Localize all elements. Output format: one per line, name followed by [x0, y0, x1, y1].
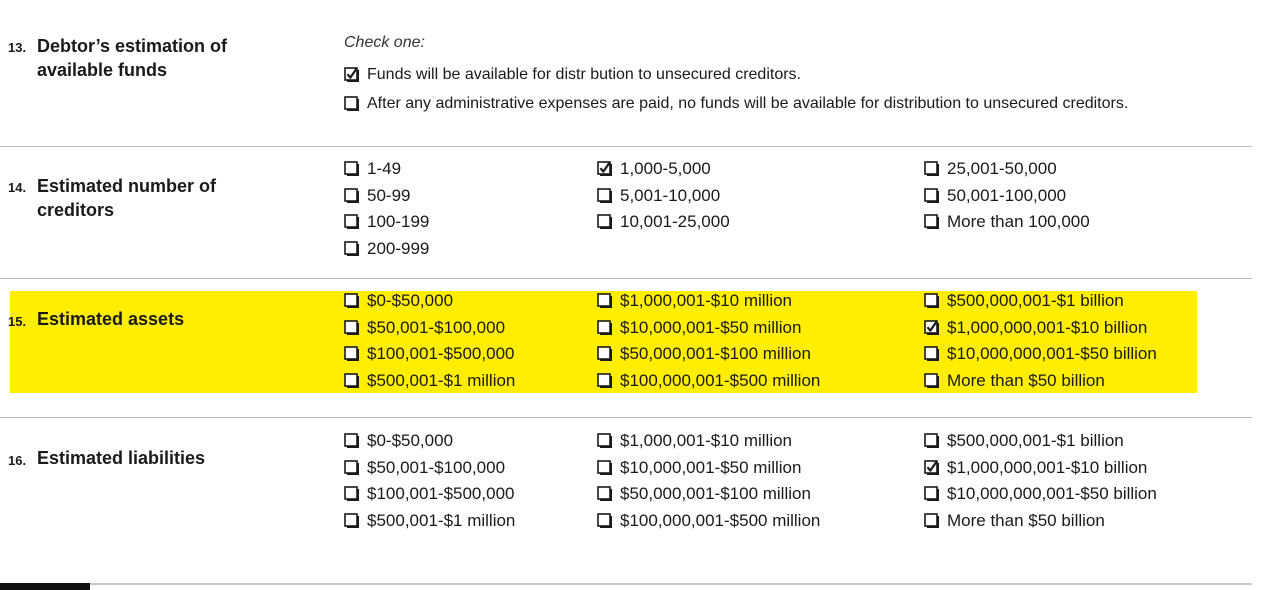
checkbox-icon — [597, 214, 613, 230]
checkbox-option[interactable] — [344, 288, 453, 314]
option-label: $50,000,001-$100 million — [620, 484, 811, 503]
section-title-line: Estimated assets — [37, 309, 185, 329]
option-label: After any administrative expenses are paid, no funds will be available for distribution to unsecured creditors. — [367, 95, 1129, 112]
section-title — [37, 34, 227, 82]
checkbox-icon — [924, 188, 940, 204]
checkbox-icon — [344, 293, 360, 309]
checkbox-icon — [344, 320, 360, 336]
checkbox-option[interactable] — [597, 183, 720, 209]
section-title-line: Debtor’s estimation of — [37, 36, 228, 56]
checkbox-icon — [924, 433, 940, 449]
checkbox-icon — [344, 486, 360, 502]
option-label: $100,001-$500,000 — [367, 344, 515, 363]
checkbox-option[interactable] — [344, 315, 505, 341]
checkbox-icon — [597, 460, 613, 476]
option-label: More than 100,000 — [947, 212, 1090, 231]
checkbox-icon — [344, 214, 360, 230]
checkbox-option[interactable] — [597, 209, 730, 235]
option-label: $10,000,001-$50 million — [620, 457, 802, 477]
option-label: $0-$50,000 — [367, 291, 454, 310]
checkbox-option[interactable] — [344, 481, 514, 507]
section-title-line: creditors — [37, 200, 115, 220]
option-label: 50,001-100,000 — [947, 185, 1067, 205]
checkbox-icon — [597, 320, 613, 336]
checkbox-option[interactable] — [924, 209, 1090, 235]
checkbox-option[interactable] — [924, 315, 1147, 341]
checkbox-option[interactable] — [344, 455, 505, 481]
checkbox-icon — [597, 293, 613, 309]
checkbox-icon — [924, 346, 940, 362]
checkbox-option[interactable] — [924, 368, 1105, 394]
section-divider — [0, 278, 1252, 279]
checkbox-option[interactable] — [344, 183, 410, 209]
checkbox-icon — [597, 486, 613, 502]
checkbox-option[interactable] — [597, 455, 801, 481]
checkbox-icon — [924, 320, 940, 336]
checkbox-icon — [924, 293, 940, 309]
checkbox-icon — [344, 67, 360, 83]
checkbox-icon — [597, 373, 613, 389]
checkbox-option[interactable] — [344, 62, 801, 88]
checkbox-option[interactable] — [597, 481, 811, 507]
option-label: 1,000-5,000 — [620, 159, 711, 178]
checkbox-icon — [597, 513, 613, 529]
checkbox-option[interactable] — [924, 183, 1066, 209]
option-label: $500,000,001-$1 billion — [947, 431, 1124, 450]
checkbox-icon — [344, 96, 360, 112]
option-label: $50,000,001-$100 million — [620, 344, 811, 363]
option-label: Funds will be available for distr bution to unsecured creditors. — [367, 66, 801, 83]
checkbox-icon — [597, 161, 613, 177]
checkbox-option[interactable] — [597, 428, 792, 454]
option-label: $10,000,000,001-$50 billion — [947, 344, 1157, 363]
checkbox-icon — [924, 161, 940, 177]
checkbox-icon — [344, 161, 360, 177]
option-label: $1,000,001-$10 million — [620, 291, 793, 310]
option-label: $500,001-$1 million — [367, 510, 516, 530]
checkbox-icon — [924, 460, 940, 476]
checkbox-icon — [344, 433, 360, 449]
check-one-instruction: Check one: — [344, 34, 425, 51]
option-label: 100-199 — [367, 212, 430, 231]
section-title-line: Estimated liabilities — [37, 448, 206, 468]
option-label: $1,000,000,001-$10 billion — [947, 317, 1148, 337]
checkbox-option[interactable] — [924, 481, 1157, 507]
section-title-line: Estimated number of — [37, 176, 217, 196]
checkbox-option[interactable] — [597, 156, 711, 182]
option-label: More than $50 billion — [947, 370, 1105, 390]
option-label: 200-999 — [367, 238, 430, 258]
checkbox-option[interactable] — [924, 288, 1124, 314]
option-label: $100,000,001-$500 million — [620, 510, 821, 530]
option-label: 50-99 — [367, 185, 411, 205]
checkbox-option[interactable] — [597, 508, 820, 534]
section-title-line: available funds — [37, 60, 168, 80]
bottom-marker — [0, 583, 90, 590]
option-label: $100,000,001-$500 million — [620, 370, 821, 390]
checkbox-icon — [344, 188, 360, 204]
option-label: 25,001-50,000 — [947, 159, 1057, 178]
section-divider — [0, 417, 1252, 418]
option-label: More than $50 billion — [947, 510, 1105, 530]
checkbox-option[interactable] — [344, 236, 429, 262]
checkbox-icon — [597, 433, 613, 449]
option-label: 1-49 — [367, 159, 402, 178]
checkbox-option[interactable] — [344, 508, 515, 534]
checkbox-option[interactable] — [597, 315, 801, 341]
section-title — [37, 174, 216, 222]
checkbox-icon — [597, 346, 613, 362]
checkbox-option[interactable] — [344, 156, 401, 182]
checkbox-option[interactable] — [924, 508, 1105, 534]
checkbox-option[interactable] — [344, 428, 453, 454]
option-label: $500,001-$1 million — [367, 370, 516, 390]
checkbox-option[interactable] — [924, 341, 1157, 367]
checkbox-icon — [344, 373, 360, 389]
checkbox-icon — [924, 214, 940, 230]
option-label: $500,000,001-$1 billion — [947, 291, 1124, 310]
option-label: $50,001-$100,000 — [367, 457, 506, 477]
section-title — [37, 307, 184, 331]
option-label: 5,001-10,000 — [620, 185, 721, 205]
section-title — [37, 446, 205, 470]
checkbox-option[interactable] — [924, 156, 1057, 182]
checkbox-option[interactable] — [344, 368, 515, 394]
checkbox-option[interactable] — [597, 341, 811, 367]
option-label: 10,001-25,000 — [620, 212, 730, 231]
checkbox-icon — [344, 513, 360, 529]
checkbox-icon — [344, 241, 360, 257]
checkbox-option[interactable] — [344, 91, 1128, 117]
option-label: $100,001-$500,000 — [367, 484, 515, 503]
option-label: $1,000,001-$10 million — [620, 431, 793, 450]
checkbox-icon — [924, 373, 940, 389]
checkbox-icon — [597, 188, 613, 204]
option-label: $50,001-$100,000 — [367, 317, 506, 337]
section-number: 15. — [8, 314, 27, 329]
checkbox-icon — [344, 346, 360, 362]
bottom-divider — [0, 583, 1252, 585]
checkbox-icon — [344, 460, 360, 476]
section-number: 14. — [8, 180, 27, 195]
checkbox-option[interactable] — [597, 368, 820, 394]
checkbox-option[interactable] — [597, 288, 792, 314]
checkbox-option[interactable] — [344, 209, 429, 235]
checkbox-option[interactable] — [924, 455, 1147, 481]
option-label: $0-$50,000 — [367, 431, 454, 450]
section-number: 13. — [8, 40, 27, 55]
section-divider — [0, 146, 1252, 147]
option-label: $10,000,001-$50 million — [620, 317, 802, 337]
checkbox-icon — [924, 486, 940, 502]
checkbox-option[interactable] — [924, 428, 1124, 454]
option-label: $1,000,000,001-$10 billion — [947, 457, 1148, 477]
option-label: $10,000,000,001-$50 billion — [947, 484, 1157, 503]
section-number: 16. — [8, 453, 27, 468]
checkbox-icon — [924, 513, 940, 529]
checkbox-option[interactable] — [344, 341, 514, 367]
